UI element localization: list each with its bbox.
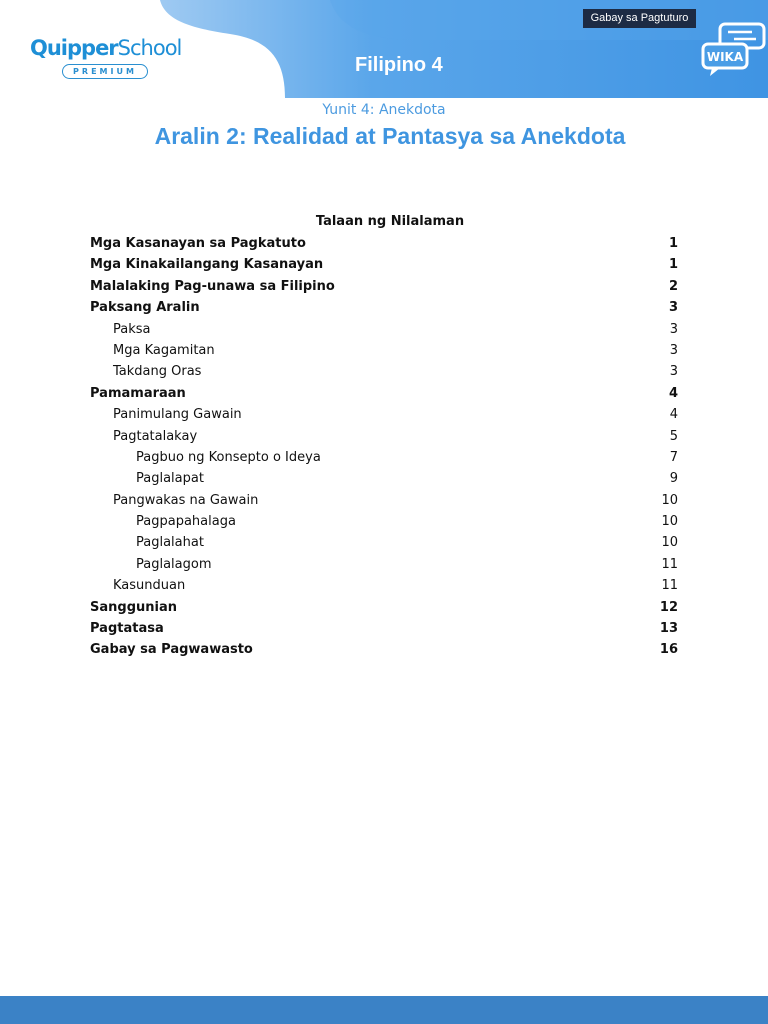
toc-entry[interactable] [90, 511, 678, 532]
toc-entry-page: 1 [668, 236, 678, 251]
toc-entry-label: Mga Kasanayan sa Pagkatuto [90, 236, 306, 251]
quipper-school-logo [30, 36, 182, 79]
toc-entry-page: 7 [669, 449, 678, 465]
wika-chat-icon [700, 22, 768, 78]
footer-bar [0, 996, 768, 1024]
toc-entry-page: 5 [669, 428, 678, 444]
toc-entry-page: 3 [669, 321, 678, 337]
toc-entry[interactable] [90, 276, 678, 297]
logo-premium-badge: PREMIUM [62, 64, 148, 79]
toc-entry[interactable] [90, 490, 678, 511]
toc-entry-page: 3 [669, 364, 678, 380]
toc-entry-label: Pagbuo ng Konsepto o Ideya [136, 449, 321, 465]
toc-entry-label: Pangwakas na Gawain [113, 492, 259, 508]
page-header [0, 0, 768, 98]
toc-entry[interactable] [90, 532, 678, 553]
toc-entry-label: Paksang Aralin [90, 300, 200, 316]
logo-quipper-text: Quipper [30, 36, 118, 60]
toc-entry-page: 3 [669, 342, 678, 358]
toc-entry-label: Paglalapat [136, 471, 204, 487]
toc-entry-label: Pamamaraan [90, 385, 186, 401]
logo-school-text: School [117, 36, 182, 60]
toc-entry-label: Gabay sa Pagwawasto [90, 642, 253, 658]
toc-entry[interactable] [90, 618, 678, 639]
unit-label: Yunit 4: Anekdota [322, 102, 446, 118]
toc-entry-page: 10 [661, 514, 678, 530]
lesson-title: Aralin 2: Realidad at Pantasya sa Anekdota [154, 123, 626, 149]
toc-entry-page: 4 [669, 407, 678, 423]
toc-entry[interactable] [90, 319, 678, 340]
toc-entry-label: Mga Kinakailangang Kasanayan [90, 257, 324, 273]
toc-entry-page: 13 [659, 621, 678, 637]
guide-badge: Gabay sa Pagtuturo [583, 9, 696, 28]
toc-entry[interactable] [90, 468, 678, 489]
toc-entry-label: Pagtatasa [90, 621, 164, 637]
toc-entry[interactable] [90, 575, 678, 596]
toc-entry-page: 11 [661, 556, 678, 572]
toc-entry[interactable] [90, 639, 678, 660]
toc-entry[interactable] [90, 447, 678, 468]
toc-entry-label: Pagpapahalaga [136, 514, 236, 530]
toc-entry-page: 12 [659, 599, 678, 615]
toc-entry[interactable] [90, 404, 678, 425]
toc-entry-label: Mga Kagamitan [113, 342, 215, 358]
subject-title: Filipino 4 [355, 54, 443, 76]
toc-entry-page: 9 [669, 471, 678, 487]
toc-entry-page: 10 [661, 492, 678, 508]
toc-entry-page: 16 [659, 642, 678, 658]
toc-entry-label: Paksa [113, 321, 151, 337]
toc-entry-page: 3 [668, 300, 678, 316]
toc-entry-label: Takdang Oras [113, 364, 202, 380]
toc-entry[interactable] [90, 383, 678, 404]
table-of-contents [90, 233, 678, 661]
toc-entry[interactable] [90, 426, 678, 447]
toc-entry[interactable] [90, 254, 678, 275]
toc-entry[interactable] [90, 597, 678, 618]
toc-entry-label: Sanggunian [90, 599, 177, 615]
toc-entry[interactable] [90, 233, 678, 254]
toc-entry-label: Malalaking Pag-unawa sa Filipino [90, 278, 335, 294]
toc-entry-page: 11 [661, 578, 678, 594]
wika-label: WIKA [706, 50, 744, 64]
toc-entry[interactable] [90, 297, 678, 318]
toc-entry[interactable] [90, 361, 678, 382]
toc-entry[interactable] [90, 340, 678, 361]
toc-entry[interactable] [90, 554, 678, 575]
toc-entry-page: 4 [668, 385, 678, 401]
toc-entry-label: Paglalagom [136, 556, 212, 572]
toc-entry-label: Pagtatalakay [113, 428, 198, 444]
toc-entry-label: Kasunduan [113, 578, 186, 594]
toc-entry-page: 1 [668, 257, 678, 273]
toc-entry-page: 2 [668, 278, 678, 294]
toc-entry-label: Panimulang Gawain [113, 407, 242, 423]
toc-entry-label: Paglalahat [136, 535, 204, 551]
toc-entry-page: 10 [661, 535, 678, 551]
toc-heading: Talaan ng Nilalaman [315, 214, 465, 229]
